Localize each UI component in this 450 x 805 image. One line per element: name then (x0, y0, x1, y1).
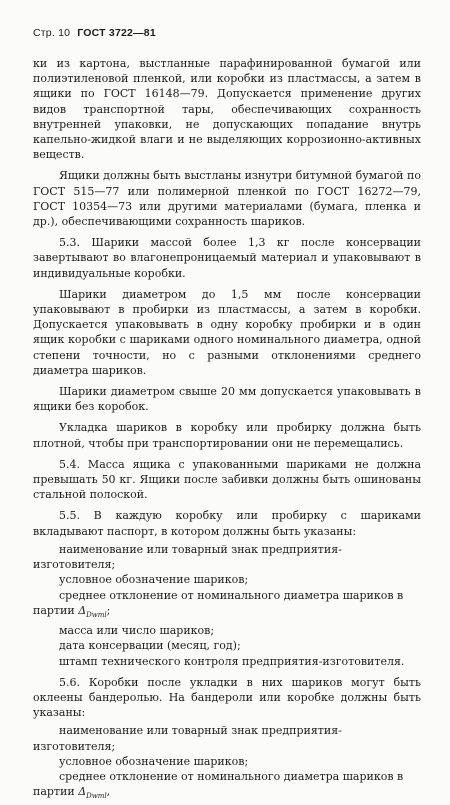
list-item-text: среднее отклонение от номинального диаметра шариков в партии (33, 588, 404, 617)
passport-list (33, 542, 421, 669)
paragraph-box-lining: Ящики должны быть выстланы изнутри битумной бумагой по ГОСТ 515—77 или полимерной пленкой по ГОСТ 16272—79, ГОСТ 10354—73 или другими материалами (бумага, пленка и др.), обеспечивающими сохранность шариков. (33, 169, 421, 229)
list-item: дата консервации (месяц, год); (59, 639, 241, 653)
list-item: среднее отклонение от номинального диаметра шариков в партии $\Delta_{Dwml}$, (33, 769, 404, 801)
label-list (33, 723, 421, 804)
paragraph-packing-density: Укладка шариков в коробку или пробирку должна быть плотной, чтобы при транспортировании они не перемещались. (33, 421, 421, 450)
clause-5-3: 5.3. Шарики массой более 1,3 кг после консервации завертывают во влагонепроницаемый материал и упаковывают в индивидуальные коробки. (33, 236, 421, 280)
list-item: условное обозначение шариков; (59, 754, 249, 768)
list-item: масса или число шариков; (59, 624, 215, 638)
page-header (33, 27, 156, 39)
list-item: среднее отклонение от номинального диаметра шариков в партии $\Delta_{Dwml}$; (33, 588, 404, 619)
clause-5-6: 5.6. Коробки после укладки в них шариков могут быть оклеены бандеролью. На бандероли или коробке должны быть указаны: (33, 675, 421, 720)
paragraph-continued: ки из картона, выстланные парафинированной бумагой или полиэтиленовой пленкой, или коробки из пластмассы, а затем в ящики по ГОСТ 16148—79. Допускается применение других видов транспортной тары, обеспечивающих сохранность внутренней упаковки, не допускающих попадание внутрь капельно-жидкой влаги и не выделяющих коррозионно-активных веществ. (33, 57, 421, 162)
list-item: штамп технического контроля предприятия-изготовителя. (59, 654, 405, 668)
page-number: Стр. 10 (33, 27, 71, 39)
list-item: условное обозначение шариков; (59, 573, 249, 587)
paragraph-small-balls: Шарики диаметром до 1,5 мм после консервации упаковывают в пробирки из пластмассы, а затем в коробки. Допускается упаковывать в одну коробку пробирки и в один ящик коробки с шариками одного номинального диаметра, одной степени точности, но с разными отклонениями среднего диаметра шариков. (33, 287, 421, 377)
document-body (33, 56, 421, 805)
list-item: наименование или товарный знак предприятия-изготовителя; (33, 724, 342, 753)
list-item: наименование или товарный знак предприятия-изготовителя; (33, 542, 342, 572)
clause-5-4: 5.4. Масса ящика с упакованными шариками не должна превышать 50 кг. Ящики после забивки должны быть ошинованы стальной полоской. (33, 457, 421, 502)
delta-symbol: $\Delta_{Dwml}$ (78, 603, 107, 619)
delta-symbol: $\Delta_{Dwml}$ (78, 785, 107, 801)
list-item-text: среднее отклонение от номинального диаметра шариков в партии (33, 769, 404, 799)
standard-code: ГОСТ 3722—81 (77, 27, 156, 39)
paragraph-large-balls: Шарики диаметром свыше 20 мм допускается упаковывать в ящики без коробок. (33, 385, 421, 414)
clause-5-5: 5.5. В каждую коробку или пробирку с шариками вкладывают паспорт, в котором должны быть указаны: (33, 509, 421, 538)
